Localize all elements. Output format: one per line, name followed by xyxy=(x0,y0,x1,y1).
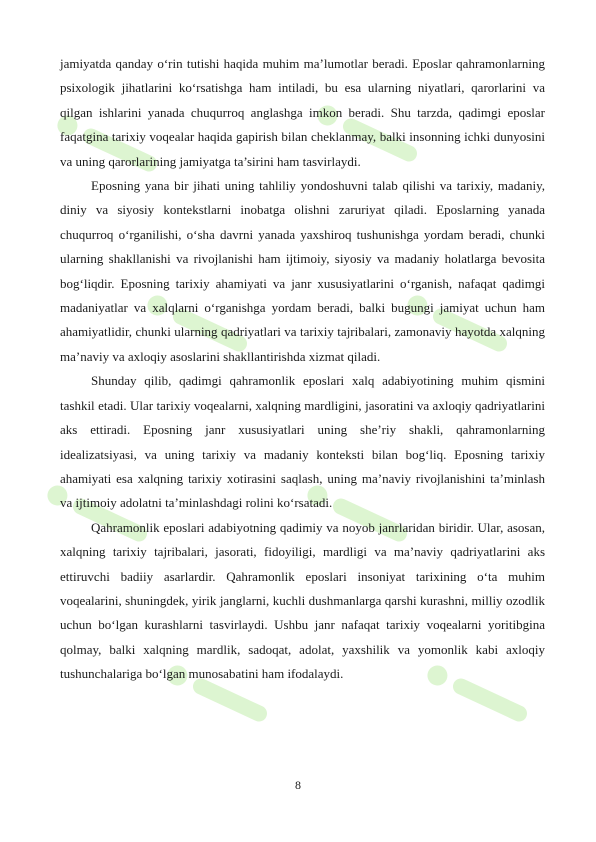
page-number: 8 xyxy=(295,778,301,792)
paragraph: Eposning yana bir jihati uning tahliliy yondoshuvni talab qilishi va tarixiy, madaniy, diniy va siyosiy kontekstlarni inobatga olishni zaruriyat qiladi. Eposlarning yanada chuqurroq o‘rganilishi, o‘sha davrni yanada yaxshiroq tushunishga yordam beradi, chunki ularning shakllanishi va rivojlanishi ham ijtimoiy, siyosiy va madaniy holatlarga bevosita bog‘liqdir. Eposning tarixiy ahamiyati va janr xususiyatlarini o‘rganish, nafaqat qadimgi madaniyatlar va xalqlarni o‘rganishga yordam beradi, balki bugungi jamiyat uchun ham ahamiyatlidir, chunki ularning qadriyatlari va tarixiy tajribalari, zamonaviy hayotda xalqning ma’naviy va axloqiy asoslarini shakllantirishda xizmat qiladi. xyxy=(60,178,545,364)
paragraph: Qahramonlik eposlari adabiyotning qadimiy va noyob janrlaridan biridir. Ular, asosan, xalqning tarixiy tajribalari, jasorati, fidoyiligi, mardligi va ma’naviy qadriyatlarini aks ettiruvchi badiiy asarlardir. Qahramonlik eposlari insoniyat tarixining o‘ta muhim voqealarini, shuningdek, yirik janglarni, kuchli dushmanlarga qarshi kurashni, milliy ozodlik uchun bo‘lgan kurashlarni tasvirlaydi. Ushbu janr nafaqat tarixiy voqealarni yoritibgina qolmay, balki xalqning mardlik, sadoqat, adolat, yaxshilik va yomonlik kabi axloqiy tushunchalariga bo‘lgan munosabatini ham ifodalaydi. xyxy=(60,519,545,682)
body-text xyxy=(60,52,545,687)
paragraph-continuation: jamiyatda qanday o‘rin tutishi haqida muhim ma’lumotlar beradi. Eposlar qahramonlarning psixologik jihatlarini ko‘rsatishga ham intiladi, bu esa ularning niyatlari, qarorlarini va qilgan ishlarini yanada chuqurroq anglashga imkon beradi. Shu tarzda, qadimgi eposlar faqatgina tarixiy voqealar haqida gapirish bilan cheklanmay, balki insonning ichki dunyosini va uning qarorlarining jamiyatga ta’sirini ham tasvirlaydi. xyxy=(60,56,545,169)
paragraph: Shunday qilib, qadimgi qahramonlik eposlari xalq adabiyotining muhim qismini tashkil etadi. Ular tarixiy voqealarni, xalqning mardligini, jasoratini va axloqiy qadriyatlarini aks ettiradi. Eposning janr xususiyatlari uning she’riy shakli, qahramonlarning idealizatsiyasi, va uning tarixiy va madaniy konteksti bilan bog‘liq. Eposning tarixiy ahamiyati esa xalqning tarixiy xotirasini saqlash, uning ma’naviy rivojlanishini ta’minlash va ijtimoiy adolatni ta’minlashdagi rolini ko‘rsatadi. xyxy=(60,373,545,511)
